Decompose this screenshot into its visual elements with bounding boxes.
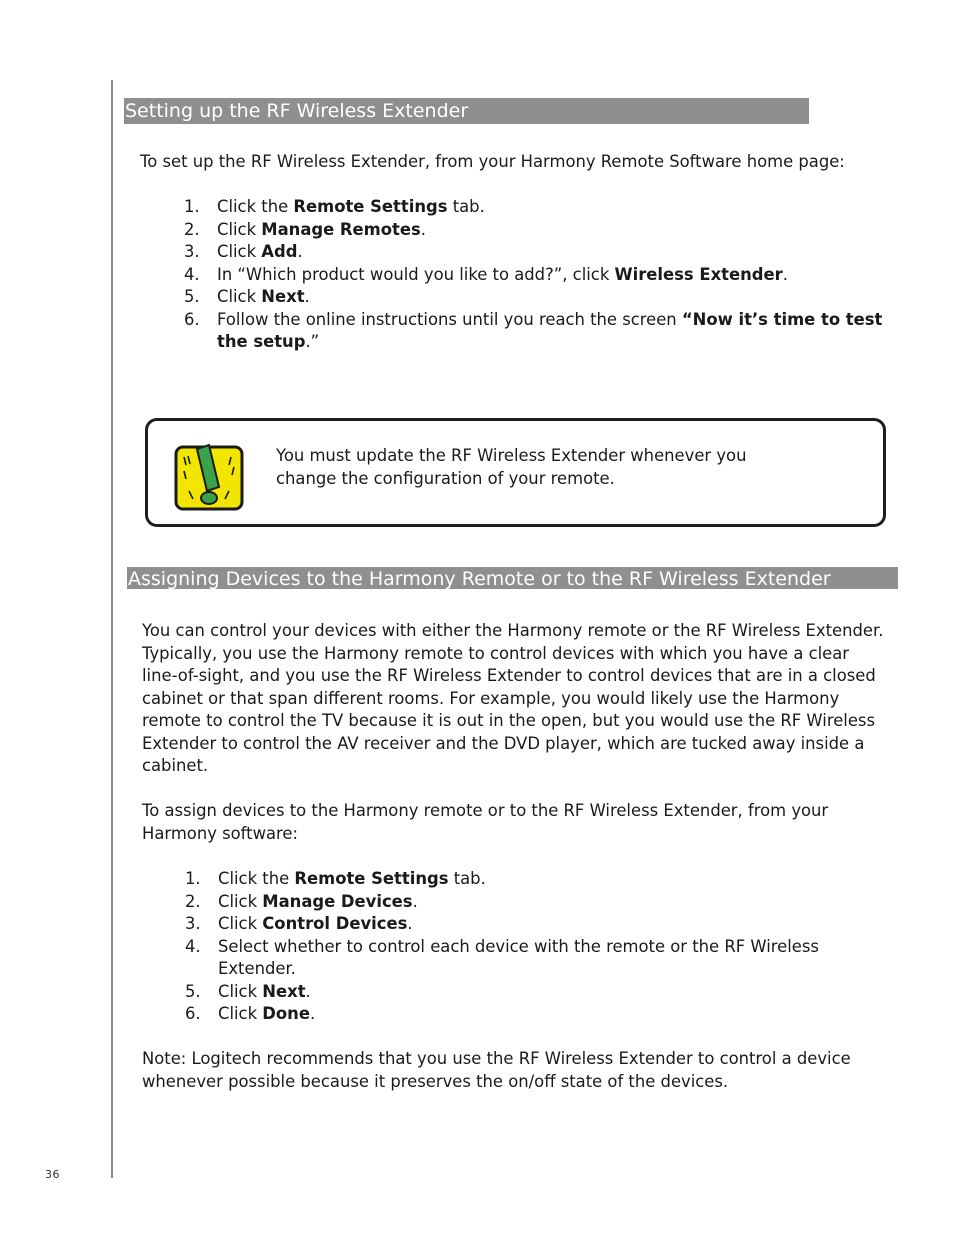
- step-number: 1.: [185, 869, 201, 888]
- logitech-note-paragraph: Note: Logitech recommends that you use the RF Wireless Extender to control a device whenever possible because it preserves the on/off state of the devices.: [142, 1049, 851, 1091]
- list-item: [142, 868, 862, 891]
- setup-steps-list: [141, 196, 901, 354]
- step-number: 2.: [185, 891, 201, 911]
- step-number: 6.: [185, 1004, 201, 1023]
- step-number: 5.: [184, 287, 200, 306]
- list-item: [141, 241, 901, 264]
- step-number: 6.: [184, 309, 200, 329]
- margin-rule: [111, 80, 113, 1178]
- step-number: 4.: [185, 936, 201, 956]
- step-ui-label: Add: [261, 242, 298, 261]
- step-text: Follow the online instructions until you reach the screen: [217, 309, 682, 329]
- step-text: Click: [217, 287, 262, 306]
- list-item: [141, 196, 901, 219]
- list-item: [142, 891, 862, 914]
- step-text-end: .: [309, 1004, 316, 1023]
- step-ui-label: Remote Settings: [294, 869, 449, 888]
- list-item: [142, 913, 862, 936]
- step-ui-label: Manage Remotes: [261, 219, 421, 239]
- step-number: 4.: [184, 264, 200, 284]
- list-item: [142, 936, 862, 981]
- step-ui-label: Manage Devices: [262, 891, 413, 911]
- step-text: Click: [218, 891, 263, 911]
- step-text: Click the: [217, 197, 294, 216]
- note-callout: [145, 418, 886, 527]
- list-item: [141, 219, 901, 242]
- exclamation-note-icon: [173, 443, 245, 513]
- step-number: 3.: [185, 914, 201, 933]
- step-text: In “Which product would you like to add?”, click: [217, 264, 615, 284]
- step-text-end: tab.: [448, 869, 486, 888]
- step-number: 3.: [184, 242, 200, 261]
- step-text-end: .: [304, 287, 310, 306]
- list-item: [141, 286, 901, 309]
- assigning-intro-paragraph: To assign devices to the Harmony remote or to the RF Wireless Extender, from your Harmony software:: [142, 801, 829, 843]
- step-text: Click: [218, 981, 263, 1001]
- step-text-end: .”: [305, 332, 320, 351]
- step-ui-label: Control Devices: [262, 914, 408, 933]
- step-text-end: .: [407, 914, 413, 933]
- step-ui-label: Next: [262, 981, 306, 1001]
- step-number: 2.: [184, 219, 200, 239]
- section-heading-assigning: [127, 567, 898, 589]
- list-item: [141, 309, 901, 354]
- step-ui-label: Wireless Extender: [614, 264, 783, 284]
- list-item: [142, 1003, 862, 1026]
- step-text-end: .: [305, 981, 311, 1001]
- step-ui-label: Next: [261, 287, 305, 306]
- step-text: Select whether to control each device with the remote or the RF Wireless Extender.: [218, 936, 819, 978]
- step-text: Click the: [218, 869, 295, 888]
- step-text-end: .: [412, 891, 418, 911]
- step-ui-label: Done: [262, 1004, 310, 1023]
- step-text-end: .: [782, 264, 788, 284]
- assigning-body-paragraph: You can control your devices with either the Harmony remote or the RF Wireless Extender. Typically, you use the Harmony remote to control devices with which you have a clear line-of-sight, and you use the RF Wireless Extender to control devices that are in a closed cabinet or that span different rooms. For example, you would likely use the Harmony remote to control the TV because it is out in the open, but you would use the RF Wireless Extender to control the AV receiver and the DVD player, which are tucked away inside a cabinet.: [142, 621, 884, 775]
- step-text: Click: [218, 914, 263, 933]
- step-text-end: .: [297, 242, 303, 261]
- step-text-end: tab.: [447, 197, 485, 216]
- note-text: You must update the RF Wireless Extender whenever you change the configuration of your remote.: [276, 446, 747, 488]
- step-text: Click: [218, 1004, 263, 1023]
- step-text-end: .: [420, 219, 426, 239]
- list-item: [141, 264, 901, 287]
- list-item: [142, 981, 862, 1004]
- step-text: Click: [217, 242, 262, 261]
- step-ui-label: Remote Settings: [293, 197, 448, 216]
- setup-intro-paragraph: To set up the RF Wireless Extender, from your Harmony Remote Software home page:: [140, 152, 845, 171]
- section-heading-setup: [124, 98, 809, 124]
- page-number: 36: [45, 1168, 60, 1181]
- step-ui-label: “Now it’s time to test the setup: [217, 309, 883, 351]
- step-text: Click: [217, 219, 262, 239]
- section-heading-text: Setting up the RF Wireless Extender: [125, 100, 469, 122]
- step-number: 5.: [185, 981, 201, 1001]
- assigning-steps-list: [142, 868, 862, 1026]
- section-heading-text: Assigning Devices to the Harmony Remote or to the RF Wireless Extender: [128, 568, 831, 589]
- step-number: 1.: [184, 197, 200, 216]
